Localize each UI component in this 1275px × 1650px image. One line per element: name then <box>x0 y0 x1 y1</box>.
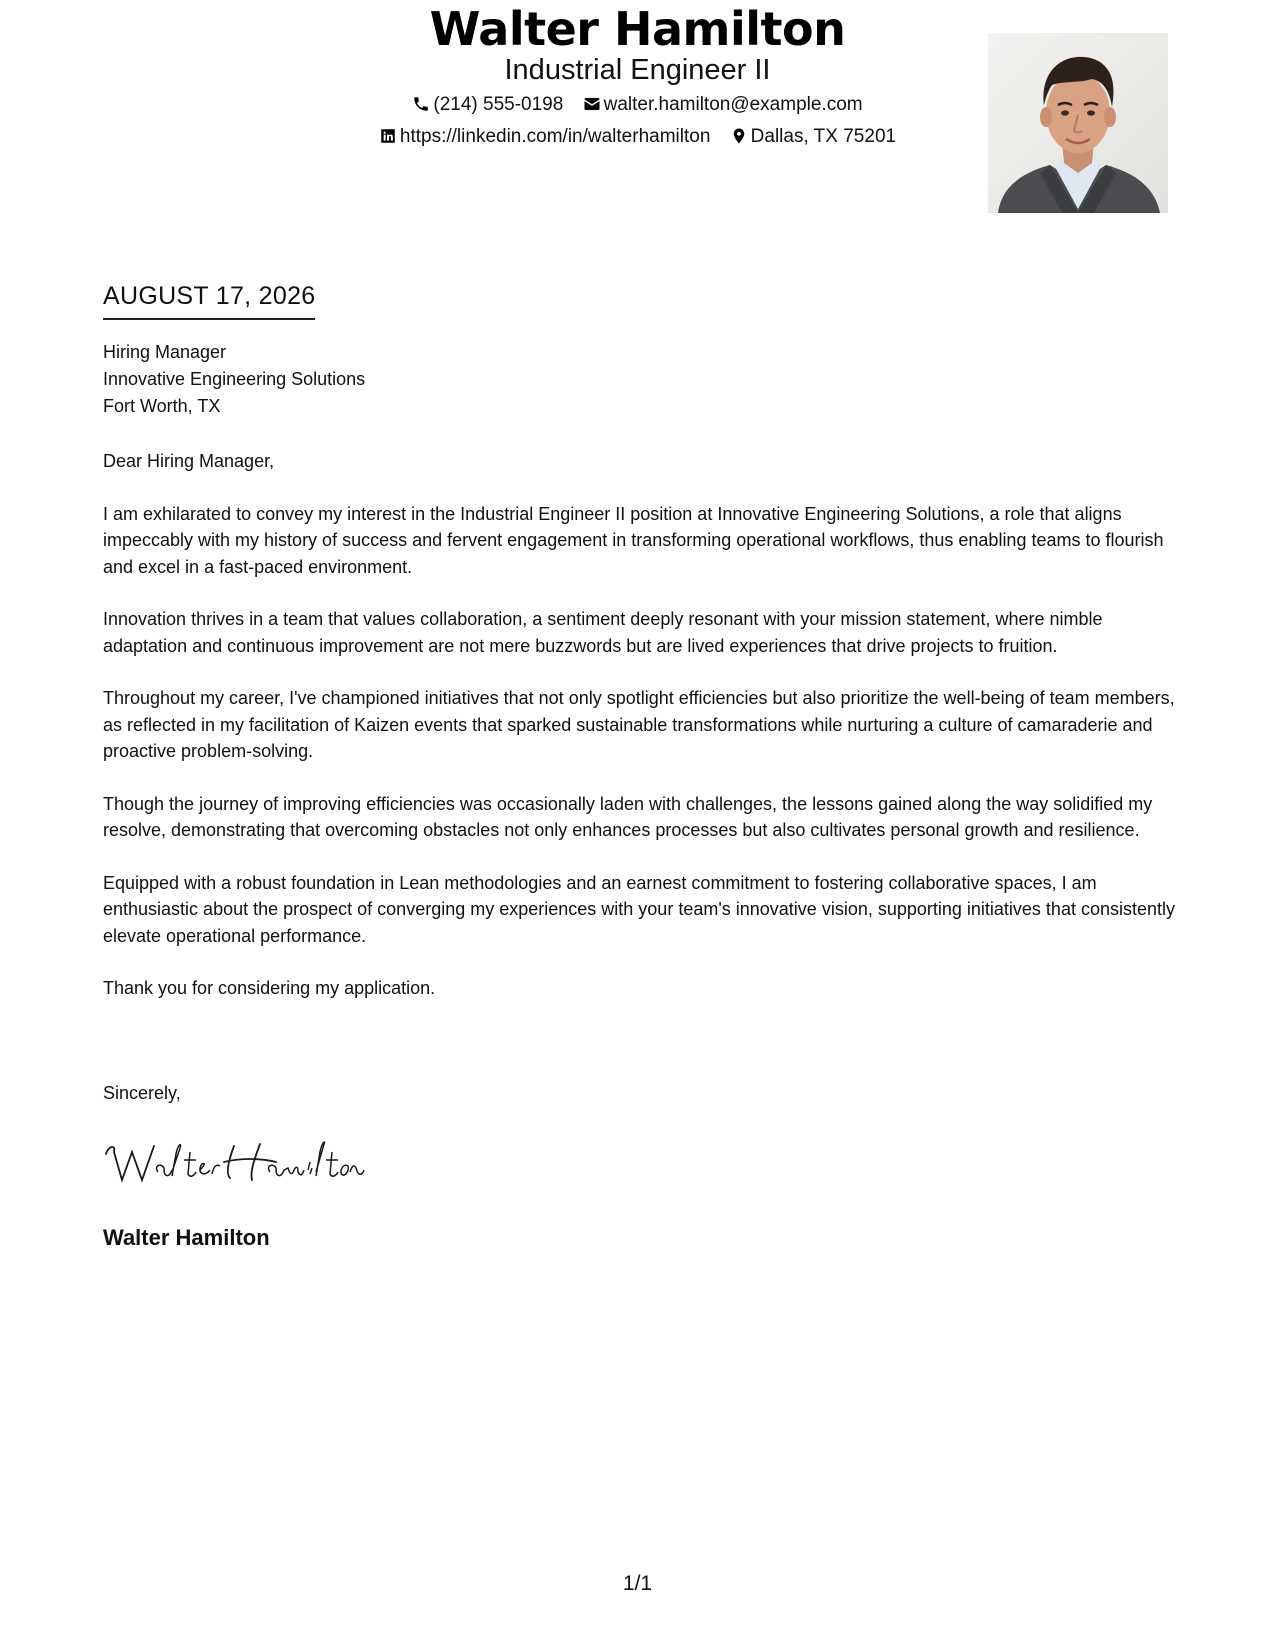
letter-body <box>103 448 1178 1028</box>
contact-location <box>730 124 896 150</box>
map-pin-icon <box>730 127 748 145</box>
recipient-title: Hiring Manager <box>103 342 227 362</box>
contact-phone[interactable] <box>412 92 563 118</box>
phone-icon <box>412 95 430 113</box>
applicant-job-title: Industrial Engineer II <box>504 54 771 86</box>
phone-text: (214) 555-0198 <box>433 94 564 115</box>
closing: Sincerely, <box>103 1083 181 1103</box>
body-paragraph-5: Equipped with a robust foundation in Lean methodologies and an earnest commitment to fostering collaborative spaces, I am enthusiastic about the prospect of converging my experiences with your team's innovative vision, supporting initiatives that consistently elevate operational performance. <box>103 872 1176 946</box>
body-paragraph-4: Though the journey of improving efficiencies was occasionally laden with challenges, the lessons gained along the way solidified my resolve, demonstrating that overcoming obstacles not only enhances processes but also cultivates personal growth and resilience. <box>103 793 1153 840</box>
letter-date: AUGUST 17, 2026 <box>103 280 315 320</box>
contact-linkedin[interactable] <box>379 124 710 150</box>
profile-photo-illustration <box>988 33 1168 213</box>
signer-name: Walter Hamilton <box>103 1225 270 1250</box>
linkedin-icon <box>379 127 397 145</box>
location-text: Dallas, TX 75201 <box>750 126 897 147</box>
body-paragraph-6: Thank you for considering my application. <box>103 978 436 998</box>
handwritten-signature <box>100 1132 370 1188</box>
applicant-name: Walter Hamilton <box>429 2 846 56</box>
email-text: walter.hamilton@example.com <box>603 94 863 115</box>
page-number: 1/1 <box>622 1572 653 1595</box>
body-paragraph-3: Throughout my career, I've championed initiatives that not only spotlight efficiencies but also prioritize the well-being of team members, as reflected in my facilitation of Kaizen events that sparked sustainable transformations while nurturing a culture of camaraderie and proactive problem-solving. <box>103 688 1175 761</box>
contact-email[interactable] <box>583 92 863 118</box>
profile-photo <box>988 33 1168 213</box>
recipient-block <box>103 339 365 420</box>
recipient-company: Innovative Engineering Solutions <box>103 369 366 389</box>
envelope-icon <box>583 95 601 113</box>
salutation: Dear Hiring Manager, <box>103 451 275 471</box>
linkedin-text: https://linkedin.com/in/walterhamilton <box>399 126 711 147</box>
body-paragraph-2: Innovation thrives in a team that values collaboration, a sentiment deeply resonant with your mission statement, where nimble adaptation and continuous improvement are not mere buzzwords but are lived experiences that drive projects to fruition. <box>103 609 1103 656</box>
body-paragraph-1: I am exhilarated to convey my interest in the Industrial Engineer II position at Innovative Engineering Solutions, a role that aligns impeccably with my history of success and fervent engagement in transforming operational workflows, thus enabling teams to flourish and excel in a fast-paced environment. <box>103 503 1164 577</box>
recipient-location: Fort Worth, TX <box>103 396 221 416</box>
